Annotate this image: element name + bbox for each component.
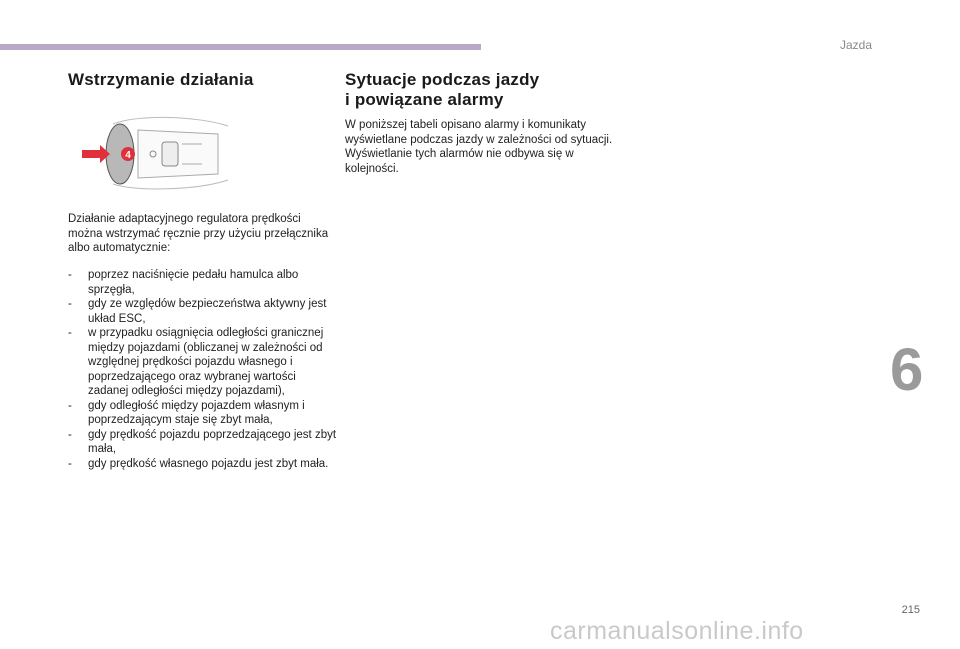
section-label: Jazda [839,38,872,52]
page-number: 215 [901,604,920,616]
list-item: - gdy prędkość własnego pojazdu jest zbyt mała. [68,457,329,470]
section-title-suspension: Wstrzymanie działania [68,70,254,89]
callout-number: 4 [125,150,131,161]
suspension-intro: Działanie adaptacyjnego regulatora prędkości można wstrzymać ręcznie przy użyciu przełącznika albo automatycznie: [68,213,329,254]
list-item: - w przypadku osiągnięcia odległości granicznej między pojazdami (obliczanej w zależności od względnej prędkości pojazdu własnego i poprzedzającego oraz wybranej wartości zadanej odległości między pojazdami), [68,327,324,397]
watermark: carmanualsonline.info [550,617,804,645]
header-accent-bar [0,44,481,50]
section-title-alarms: Sytuacje podczas jazdy i powiązane alarmy [345,70,540,109]
list-item: - gdy ze względów bezpieczeństwa aktywny jest układ ESC, [68,298,327,325]
list-item: - poprzez naciśnięcie pedału hamulca albo sprzęgła, [68,269,299,296]
list-item: - gdy prędkość pojazdu poprzedzającego jest zbyt mała, [68,428,337,455]
list-item: - gdy odległość między pojazdem własnym i poprzedzającym staje się zbyt mała, [68,399,305,426]
alarms-description: W poniższej tabeli opisano alarmy i komunikaty wyświetlane podczas jazdy w zależności od sytuacji. Wyświetlanie tych alarmów nie odbywa się w kolejności. [345,119,613,175]
suspension-conditions-list [68,268,338,471]
chapter-number: 6 [890,336,924,403]
cruise-control-switch-illustration [78,112,230,194]
